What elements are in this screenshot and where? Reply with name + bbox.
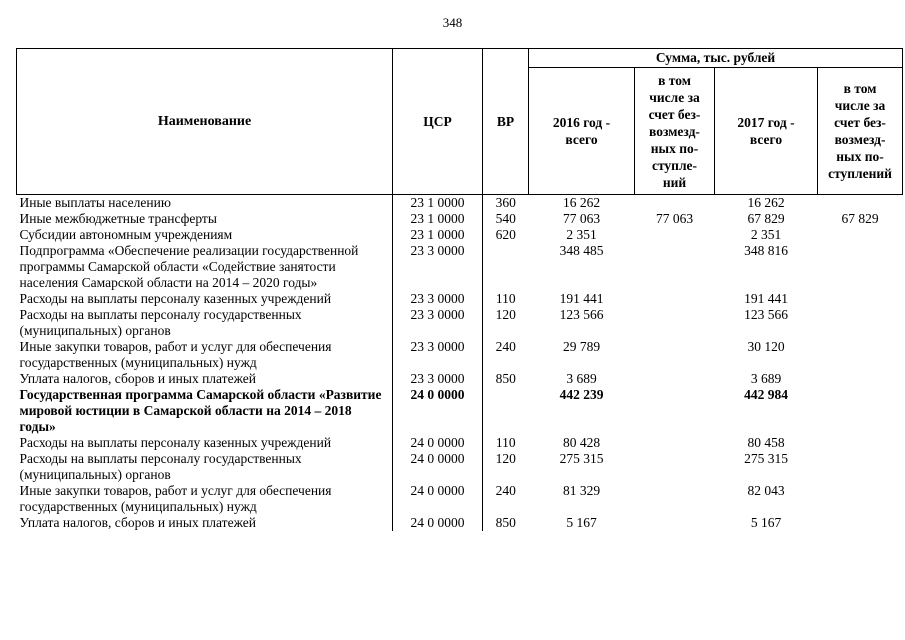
header-2016-total: 2016 год - всего <box>529 68 635 195</box>
row-2017-free <box>818 515 903 531</box>
row-csr: 23 1 0000 <box>393 227 483 243</box>
row-2016-total: 5 167 <box>566 515 597 530</box>
row-2017-free <box>818 243 903 291</box>
table-header <box>17 49 903 195</box>
row-csr: 23 1 0000 <box>393 195 483 212</box>
row-2017-free <box>818 483 903 515</box>
row-vr <box>483 243 529 291</box>
table-row <box>17 387 903 435</box>
row-2016-free <box>635 291 715 307</box>
row-csr: 23 3 0000 <box>393 371 483 387</box>
row-vr: 120 <box>483 307 529 339</box>
row-2017-free <box>818 339 903 371</box>
row-name: Расходы на выплаты персоналу казенных учреждений <box>19 291 332 306</box>
row-vr: 240 <box>483 483 529 515</box>
row-name: Подпрограмма «Обеспечение реализации государственной программы Самарской области «Содействие занятости населения Самарской области на 2014 – 2020 годы» <box>19 243 359 290</box>
row-2017-total: 2 351 <box>750 227 782 242</box>
row-2016-free <box>635 451 715 483</box>
header-sum-group: Сумма, тыс. рублей <box>529 49 903 68</box>
row-csr: 24 0 0000 <box>393 451 483 483</box>
row-csr: 24 0 0000 <box>393 387 483 435</box>
row-2016-free <box>635 515 715 531</box>
row-2016-free <box>635 339 715 371</box>
row-2016-total: 2 351 <box>566 227 597 242</box>
row-csr: 23 3 0000 <box>393 339 483 371</box>
row-2016-free: 77 063 <box>655 211 694 226</box>
table-row <box>17 243 903 291</box>
row-name: Иные выплаты населению <box>19 195 171 210</box>
page-number: 348 <box>442 15 463 30</box>
header-name: Наименование <box>17 49 393 195</box>
row-2017-free <box>818 371 903 387</box>
row-2017-total: 16 262 <box>747 195 785 210</box>
row-2016-total: 442 239 <box>559 387 604 402</box>
table-row <box>17 371 903 387</box>
row-2017-free <box>818 227 903 243</box>
row-2017-total: 3 689 <box>750 371 782 386</box>
budget-table <box>16 48 903 531</box>
row-2017-total: 30 120 <box>747 339 785 354</box>
table-row <box>17 451 903 483</box>
header-vr: ВР <box>483 49 529 195</box>
row-2016-total: 16 262 <box>562 195 601 210</box>
row-name: Расходы на выплаты персоналу казенных учреждений <box>19 435 332 450</box>
row-name: Субсидии автономным учреждениям <box>19 227 233 242</box>
row-csr: 23 3 0000 <box>393 291 483 307</box>
row-vr: 620 <box>483 227 529 243</box>
table-row <box>17 483 903 515</box>
table-row <box>17 291 903 307</box>
row-csr: 24 0 0000 <box>393 435 483 451</box>
row-2016-free <box>635 387 715 435</box>
row-name: Иные закупки товаров, работ и услуг для обеспечения государственных (муниципальных) нужд <box>19 483 332 514</box>
row-vr: 120 <box>483 451 529 483</box>
row-name: Иные закупки товаров, работ и услуг для обеспечения государственных (муниципальных) нужд <box>19 339 332 370</box>
row-2017-free <box>818 387 903 435</box>
row-2016-free <box>635 195 715 212</box>
row-vr: 850 <box>483 515 529 531</box>
row-2016-free <box>635 227 715 243</box>
row-2016-free <box>635 243 715 291</box>
row-2017-total: 275 315 <box>744 451 788 466</box>
table-row <box>17 515 903 531</box>
row-2016-total: 81 329 <box>562 483 601 498</box>
row-2017-total: 82 043 <box>747 483 785 498</box>
row-2017-total: 348 816 <box>744 243 788 258</box>
row-csr: 23 1 0000 <box>393 211 483 227</box>
row-vr: 540 <box>483 211 529 227</box>
table-row <box>17 339 903 371</box>
row-2016-free <box>635 307 715 339</box>
table-row <box>17 211 903 227</box>
row-2016-total: 29 789 <box>562 339 601 354</box>
row-vr <box>483 387 529 435</box>
row-2016-total: 123 566 <box>559 307 604 322</box>
row-2017-total: 5 167 <box>750 515 782 530</box>
table-row <box>17 435 903 451</box>
header-2017-total: 2017 год - всего <box>715 68 818 195</box>
row-name: Иные межбюджетные трансферты <box>19 211 217 226</box>
row-name: Расходы на выплаты персоналу государственных (муниципальных) органов <box>19 451 302 482</box>
row-csr: 24 0 0000 <box>393 515 483 531</box>
row-2016-total: 191 441 <box>559 291 604 306</box>
table-row <box>17 227 903 243</box>
row-name: Уплата налогов, сборов и иных платежей <box>19 515 256 530</box>
row-name: Уплата налогов, сборов и иных платежей <box>19 371 256 386</box>
row-name: Государственная программа Самарской области «Развитие мировой юстиции в Самарской области на 2014 – 2018 годы» <box>19 387 382 434</box>
row-2016-total: 3 689 <box>566 371 597 386</box>
row-2017-total: 67 829 <box>747 211 785 226</box>
header-2017-free: в том числе за счет без- возмезд- ных по- ступлений <box>818 68 903 195</box>
row-2016-total: 77 063 <box>562 211 601 226</box>
row-vr: 110 <box>483 291 529 307</box>
row-csr: 24 0 0000 <box>393 483 483 515</box>
header-csr: ЦСР <box>393 49 483 195</box>
row-csr: 23 3 0000 <box>393 307 483 339</box>
row-2016-free <box>635 371 715 387</box>
row-vr: 110 <box>483 435 529 451</box>
row-2017-free <box>818 451 903 483</box>
row-vr: 240 <box>483 339 529 371</box>
row-2017-total: 191 441 <box>744 291 788 306</box>
row-2016-free <box>635 483 715 515</box>
row-2017-free <box>818 435 903 451</box>
table-body <box>17 195 903 532</box>
row-vr: 360 <box>483 195 529 212</box>
row-2017-free <box>818 195 903 212</box>
row-2016-total: 80 428 <box>562 435 601 450</box>
row-vr: 850 <box>483 371 529 387</box>
row-name: Расходы на выплаты персоналу государственных (муниципальных) органов <box>19 307 302 338</box>
row-2017-total: 80 458 <box>747 435 785 450</box>
header-2016-free: в том числе за счет без- возмезд- ных по- ступле- ний <box>635 68 715 195</box>
row-2017-free <box>818 307 903 339</box>
table-row <box>17 307 903 339</box>
row-2016-free <box>635 435 715 451</box>
row-2016-total: 348 485 <box>559 243 604 258</box>
row-2017-free <box>818 291 903 307</box>
row-2017-total: 442 984 <box>744 387 788 402</box>
row-2017-free: 67 829 <box>841 211 879 226</box>
table-row <box>17 195 903 212</box>
row-csr: 23 3 0000 <box>393 243 483 291</box>
row-2017-total: 123 566 <box>744 307 788 322</box>
row-2016-total: 275 315 <box>559 451 604 466</box>
